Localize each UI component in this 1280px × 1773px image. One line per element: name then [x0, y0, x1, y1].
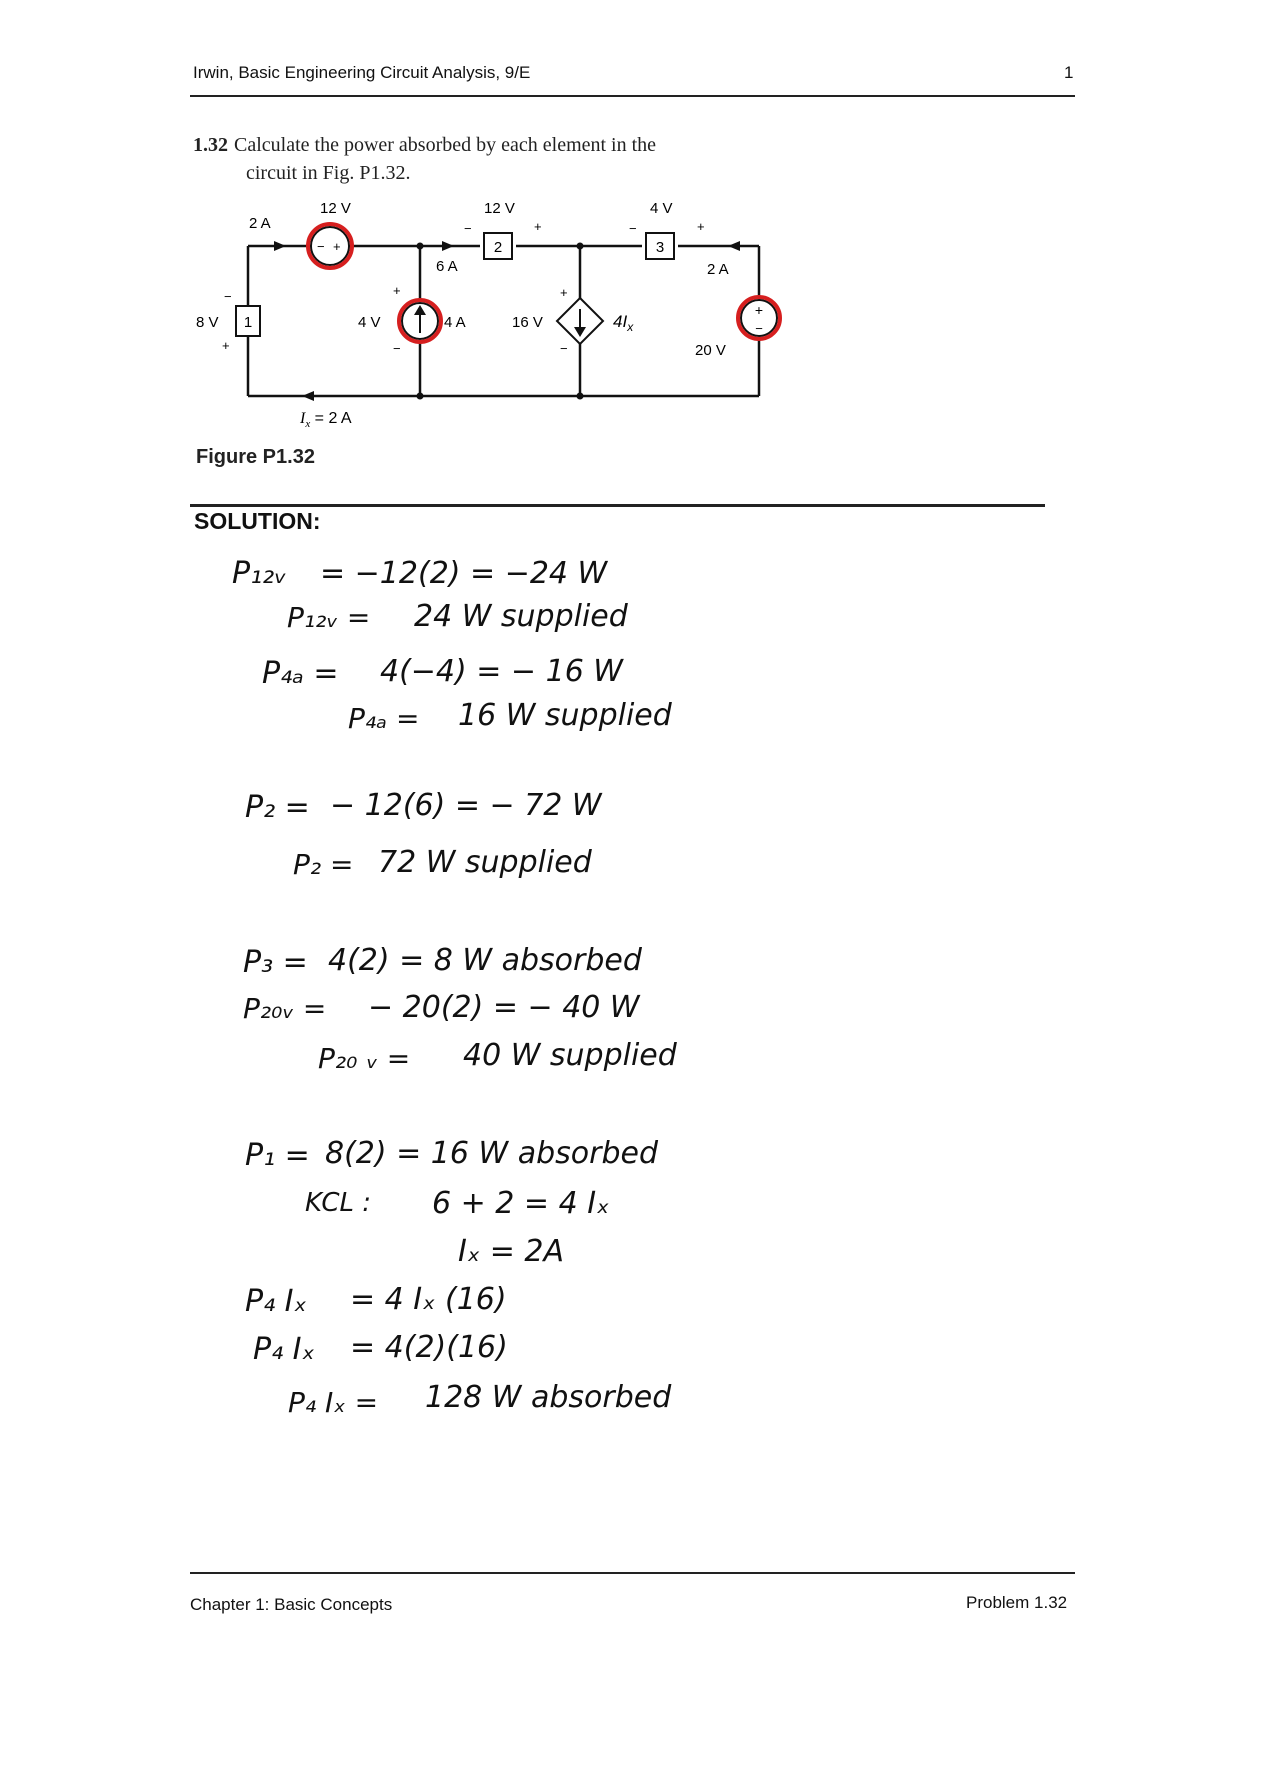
element-1-voltage: 8 V — [196, 314, 219, 331]
p2-calc: − 12(6) = − 72 W — [330, 788, 602, 823]
source-12v-current: 2 A — [249, 215, 271, 232]
p4a-calc: 4(−4) = − 16 W — [380, 654, 623, 689]
page-number: 1 — [1064, 63, 1074, 82]
solution-label: SOLUTION: — [194, 508, 321, 534]
p2-calc-lhs: P₂ = — [245, 790, 310, 825]
problem-text-2: circuit in Fig. P1.32. — [246, 162, 411, 184]
footer-problem: Problem 1.32 — [966, 1593, 1068, 1612]
p4ix-b: = 4(2)(16) — [350, 1330, 508, 1365]
element-2-minus: − — [464, 221, 472, 236]
header-title: Irwin, Basic Engineering Circuit Analysis, 9/E — [193, 63, 531, 82]
dependent-value: $4I_x$ — [613, 312, 634, 334]
p4a-supplied-lhs: P₄ₐ = — [348, 702, 420, 735]
element-1-id: 1 — [243, 314, 253, 331]
p1-calc-lhs: P₁ = — [245, 1138, 310, 1173]
dependent-plus: + — [560, 285, 568, 300]
source-12v-minus: − — [317, 239, 325, 254]
footer-chapter: Chapter 1: Basic Concepts — [190, 1595, 393, 1614]
element-2-voltage: 12 V — [484, 200, 515, 217]
current-6a-label: 6 A — [436, 258, 458, 275]
kcl-eq: 6 + 2 = 4 Iₓ — [432, 1186, 610, 1221]
p3-calc-lhs: P₃ = — [243, 945, 308, 980]
source-20v-voltage: 20 V — [695, 342, 726, 359]
p12v-supplied: 24 W supplied — [414, 599, 628, 634]
p12v-supplied-lhs: P₁₂ᵥ = — [287, 601, 371, 634]
p4ix-c: 128 W absorbed — [425, 1380, 672, 1415]
ix-eq: Iₓ = 2A — [458, 1234, 564, 1269]
element-1-plus: + — [222, 338, 230, 353]
dependent-minus: − — [560, 341, 568, 356]
p4ix-a: = 4 Iₓ (16) — [350, 1282, 507, 1317]
problem-number: 1.32 — [193, 134, 228, 156]
problem-text-1: Calculate the power absorbed by each element in the — [234, 134, 657, 156]
p20v-calc-lhs: P₂₀ᵥ = — [243, 992, 327, 1025]
source-20v-plus: + — [754, 302, 764, 318]
arrow-2a-left — [274, 241, 286, 251]
source-4a-minus: − — [393, 341, 401, 356]
element-2-plus: + — [534, 219, 542, 234]
p2-supplied-lhs: P₂ = — [293, 848, 354, 881]
p4ix-a-lhs: P₄ Iₓ — [245, 1284, 307, 1319]
solution-rule — [190, 504, 1045, 507]
p2-supplied: 72 W supplied — [378, 845, 592, 880]
current-2a-right-label: 2 A — [707, 261, 729, 278]
figure-caption: Figure P1.32 — [196, 446, 315, 468]
ix-label: $I_x = 2$ A — [300, 410, 352, 430]
p3-calc: 4(2) = 8 W absorbed — [328, 943, 642, 978]
p4a-supplied: 16 W supplied — [458, 698, 672, 733]
p20v-calc: − 20(2) = − 40 W — [368, 990, 640, 1025]
source-4a-voltage: 4 V — [358, 314, 381, 331]
element-3-voltage: 4 V — [650, 200, 673, 217]
source-12v-plus: + — [333, 239, 341, 254]
element-3-id: 3 — [655, 239, 665, 256]
p1-calc: 8(2) = 16 W absorbed — [325, 1136, 658, 1171]
element-3-minus: − — [629, 221, 637, 236]
kcl-label: KCL : — [305, 1188, 372, 1218]
p20v-supplied-lhs: P₂₀ ᵥ = — [318, 1042, 411, 1075]
arrow-6a — [442, 241, 454, 251]
p12v-calc: = −12(2) = −24 W — [320, 556, 608, 591]
arrow-ix — [302, 391, 314, 401]
p12v-calc-lhs: P₁₂ᵥ — [232, 556, 287, 591]
element-2-id: 2 — [493, 239, 503, 256]
element-1-minus: − — [224, 289, 232, 304]
p4ix-c-lhs: P₄ Iₓ = — [288, 1386, 379, 1419]
source-12v-voltage: 12 V — [320, 200, 351, 217]
p20v-supplied: 40 W supplied — [463, 1038, 677, 1073]
footer-rule — [190, 1572, 1075, 1574]
source-4a-plus: + — [393, 283, 401, 298]
circuit-diagram — [180, 195, 800, 435]
arrow-2a-right — [728, 241, 740, 251]
source-20v-minus: − — [755, 321, 763, 336]
problem-statement-line1 — [193, 134, 656, 157]
p4ix-b-lhs: P₄ Iₓ — [253, 1332, 315, 1367]
dependent-voltage: 16 V — [512, 314, 543, 331]
element-3-plus: + — [697, 219, 705, 234]
source-4a-current: 4 A — [444, 314, 466, 331]
p4a-calc-lhs: P₄ₐ = — [262, 656, 339, 691]
header-rule — [190, 95, 1075, 97]
